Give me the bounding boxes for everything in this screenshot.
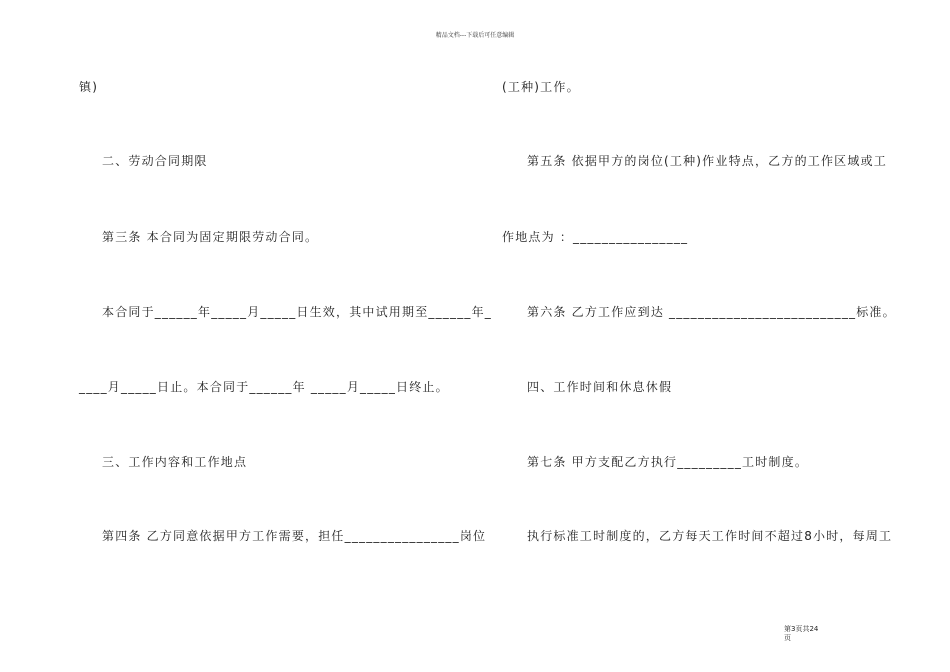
right-line-7: 执行标准工时制度的，乙方每天工作时间不超过8小时，每周工 — [527, 529, 893, 543]
section-heading-term: 二、劳动合同期限 — [102, 154, 208, 168]
left-line-7: 第四条 乙方同意依据甲方工作需要，担任________________岗位 — [102, 529, 487, 543]
left-line-3: 第三条 本合同为固定期限劳动合同。 — [102, 230, 319, 244]
right-line-6: 第七条 甲方支配乙方执行_________工时制度。 — [527, 455, 809, 469]
right-line-2: 第五条 依据甲方的岗位(工种)作业特点，乙方的工作区域或工 — [527, 154, 887, 168]
left-line-5: ____月_____日止。本合同于______年 _____月_____日终止。 — [79, 380, 449, 394]
page-header: 精品文档---下载后可任意编辑 — [435, 32, 515, 39]
left-line-4: 本合同于______年_____月_____日生效，其中试用期至______年_ — [102, 305, 493, 319]
right-line-4: 第六条 乙方工作应到达 __________________________标准。 — [527, 305, 896, 319]
right-line-3: 作地点为 ：________________ — [502, 230, 689, 244]
section-heading-hours: 四、工作时间和休息休假 — [527, 380, 673, 394]
page-number — [784, 625, 844, 643]
right-line-1: (工种)工作。 — [502, 80, 580, 94]
page-number-line2: 页 — [784, 634, 791, 642]
left-line-1: 镇) — [79, 80, 99, 94]
page-number-line1: 第3页共24 — [784, 625, 819, 633]
section-heading-work: 三、工作内容和工作地点 — [102, 455, 248, 469]
